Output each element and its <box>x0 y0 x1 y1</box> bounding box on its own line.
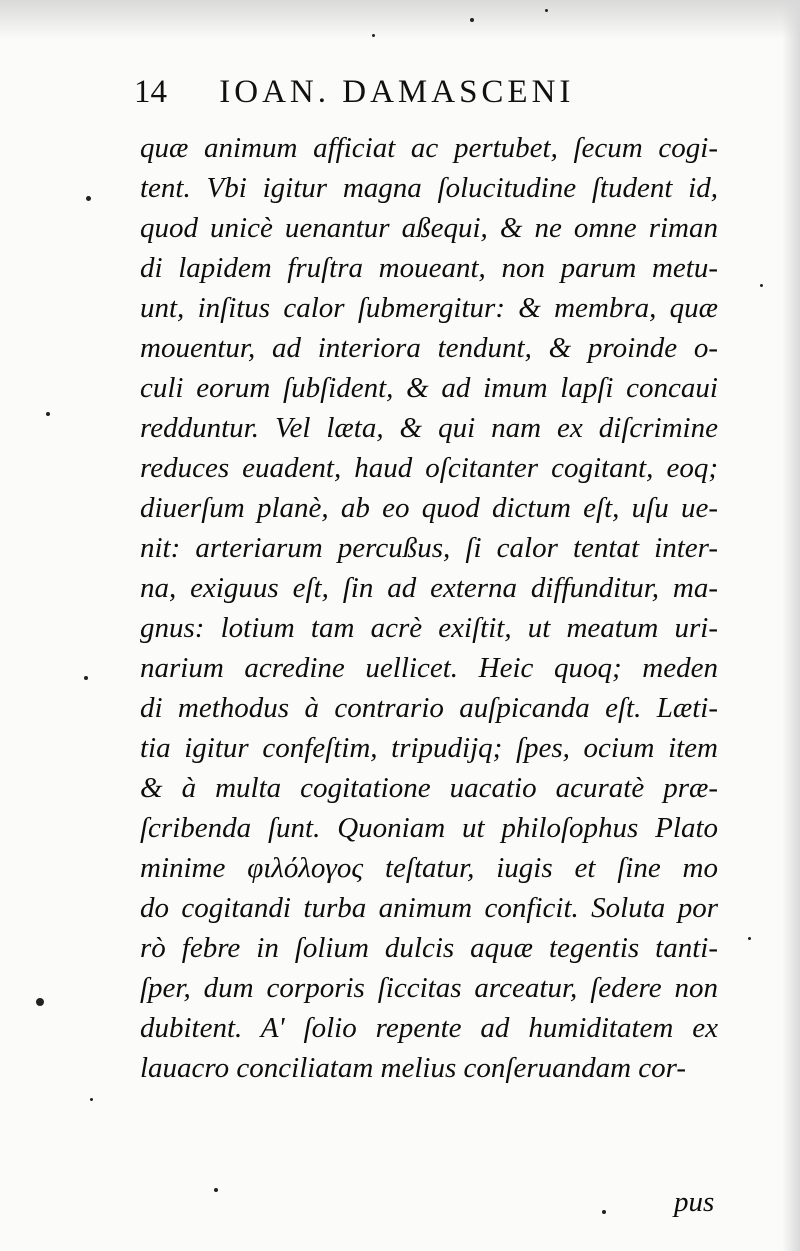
text-line: rò febre in ſolium dulcis aquæ tegentis tanti- <box>140 932 718 964</box>
ink-speck <box>90 1098 93 1101</box>
catchword: pus <box>674 1186 715 1218</box>
text-line: di lapidem fruſtra moueant, non parum metu- <box>140 252 718 284</box>
ink-speck <box>84 676 88 680</box>
text-line: do cogitandi turba animum conficit. Soluta por <box>140 892 718 924</box>
ink-speck <box>36 998 44 1006</box>
running-head-title: IOAN. DAMASCENI <box>219 74 575 110</box>
text-line: dubitent. A' ſolio repente ad humiditatem ex <box>140 1012 718 1044</box>
scan-edge-shadow <box>782 0 800 1251</box>
text-line: quæ animum afficiat ac pertubet, ſecum cogi- <box>140 132 718 164</box>
text-line: diuerſum planè, ab eo quod dictum eſt, uſu ue- <box>140 492 718 524</box>
ink-speck <box>372 34 375 37</box>
text-line: gnus: lotium tam acrè exiſtit, ut meatum uri- <box>140 612 718 644</box>
running-head <box>134 74 654 118</box>
text-line: culi eorum ſubſident, & ad imum lapſi concaui <box>140 372 718 404</box>
text-line: narium acredine uellicet. Heic quoq; meden <box>140 652 718 684</box>
ink-speck <box>214 1188 218 1192</box>
text-line: di methodus à contrario auſpicanda eſt. Læti- <box>140 692 718 724</box>
text-line: minime φιλόλογος teſtatur, iugis et ſine mo <box>140 852 718 884</box>
text-line: lauacro conciliatam melius conſeruandam cor- <box>140 1052 687 1084</box>
text-line: unt, inſitus calor ſubmergitur: & membra, quæ <box>140 292 718 324</box>
ink-speck <box>545 9 548 12</box>
text-line: tia igitur confeſtim, tripudijq; ſpes, ocium item <box>140 732 718 764</box>
text-line: ſper, dum corporis ſiccitas arceatur, ſedere non <box>140 972 718 1004</box>
text-line: na, exiguus eſt, ſin ad externa diffunditur, ma- <box>140 572 718 604</box>
ink-speck <box>602 1210 606 1214</box>
ink-speck <box>748 937 751 940</box>
ink-speck <box>46 412 50 416</box>
page-number: 14 <box>134 74 167 110</box>
text-line: redduntur. Vel læta, & qui nam ex diſcrimine <box>140 412 718 444</box>
text-line: & à multa cogitatione uacatio acuratè præ- <box>140 772 718 804</box>
ink-speck <box>470 18 474 22</box>
text-line: nit: arteriarum percußus, ſi calor tentat inter- <box>140 532 718 564</box>
text-line: ſcribenda ſunt. Quoniam ut philoſophus Plato <box>140 812 718 844</box>
text-line: reduces euadent, haud oſcitanter cogitant, eoq; <box>140 452 718 484</box>
scan-top-shadow <box>0 0 800 40</box>
text-line: quod unicè uenantur aßequi, & ne omne riman <box>140 212 718 244</box>
text-line: tent. Vbi igitur magna ſolucitudine ſtudent id, <box>140 172 718 204</box>
ink-speck <box>86 196 91 201</box>
ink-speck <box>760 284 763 287</box>
body-text <box>140 128 718 1088</box>
text-line: mouentur, ad interiora tendunt, & proinde o- <box>140 332 718 364</box>
